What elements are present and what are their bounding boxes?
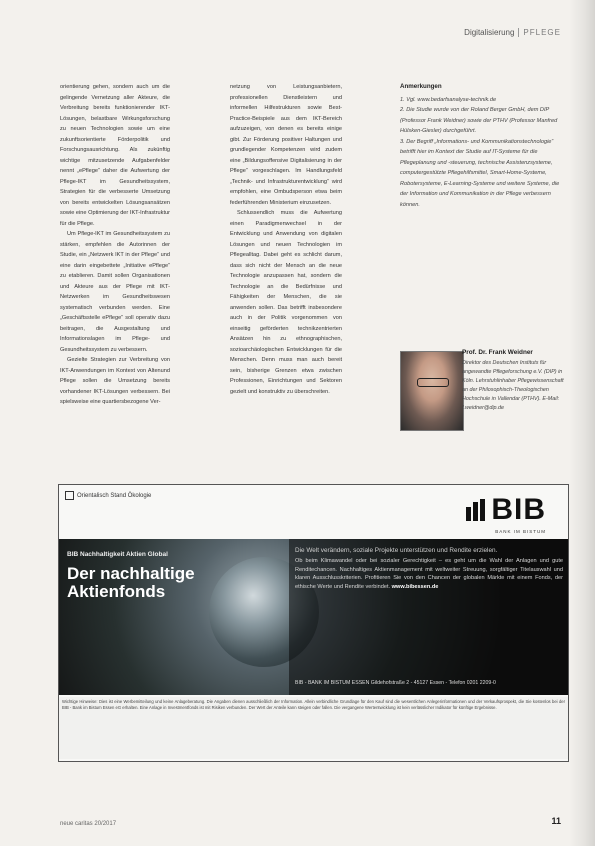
author-name: Prof. Dr. Frank Weidner xyxy=(462,349,533,356)
ad-fine-print: Wichtige Hinweise: Dies ist eine Werbemitteilung und keine Anlageberatung. Die Angaben dienen ausschließlich der Information. Allein verbindliche Grundlage für den Kauf sind die wesentlichen Anlegerinformationen und der Verkaufsprospekt, die Sie kostenlos bei der BIB - Bank im Bistum Essen eG erhalten. Eine Anlage in Investmentfonds ist mit Risiken verbunden. Der Wert der Anteile kann steigen oder fallen. Die vergangene Wertentwicklung ist kein verlässlicher Indikator für künftige Ergebnisse. xyxy=(59,697,568,759)
article-column-1 xyxy=(60,82,170,408)
page-fold-shadow xyxy=(569,0,595,846)
paragraph: Um Pflege-IKT im Gesundheitssystem zu stärken, empfehlen die Autorinnen der Studie, ein „Netzwerk IKT in der Pflege“ und eine darin eingebettete „Initiative ePflege“ zu etablieren. Damit sollen Organisationen und Akteure aus der Pflege mit IKT-Netzwerken im Gesundheitswesen systematisch verbunden werden. Eine „Geschäftsstelle ePflege“ soll operativ dazu beitragen, die Ausgestaltung und Informationslagen im Pflege- und Gesundheitssystem zu verbessern. xyxy=(60,231,170,353)
paragraph: Schlussendlich muss die Aufwertung einen Paradigmenwechsel in der Entwicklung und Anwendung von digitalen Lösungen und neuen Technologien im Pflegealltag. Dabei geht es schlicht darum, dass sich nicht der Mensch an die neue Technologie anzupassen hat, sondern die Technologie an die Bedürfnisse und Fähigkeiten der Menschen, die sie anwenden sollen. Das betrifft insbesondere auch in der Politik vorgenommen von einseitig geförderten technikzentrierten Ansätzen hin zu ethnographischen, sozioarchäologischen Entwicklungen für die Menschen. Denn muss man auch bereit sein, bisherige Grenzen etwa zwischen Professionen, Einrichtungen und Sektoren gezielt und konstruktiv zu überschreiten. xyxy=(230,210,342,395)
ad-copy-panel xyxy=(289,539,568,695)
ad-copy-heading: Die Welt verändern, soziale Projekte unterstützen und Rendite erzielen. xyxy=(295,547,498,554)
running-head xyxy=(464,28,561,37)
bib-mark-icon xyxy=(466,499,486,521)
bib-brand: BIB xyxy=(491,493,546,526)
article-column-2 xyxy=(230,82,342,397)
header-divider xyxy=(518,28,519,37)
paragraph: Gezielte Strategien zur Verbreitung von IKT-Anwendungen im Kontext von Altenund Pflege sollen die Umsetzung bereits vorhandener IKT-Lösungen verbessern. Bei spielsweise eine quartiersbezogene Ver- xyxy=(60,357,170,405)
page-header xyxy=(60,28,561,42)
author-photo xyxy=(400,351,464,431)
notes-section xyxy=(400,82,566,210)
ad-url-link[interactable]: www.bibessen.de xyxy=(391,583,439,590)
note-item: 1. Vgl. www.bedarfsanalyse-technik.de xyxy=(400,96,497,103)
glasses-shape xyxy=(417,378,449,387)
note-item: 2. Die Studie wurde von der Roland Berger GmbH, dem DIP (Professor Frank Weidner) sowie der PTHV (Professor Manfred Hülsken-Giesler) durchgeführt. xyxy=(400,107,558,134)
notes-title: Anmerkungen xyxy=(400,83,442,90)
section-label: Digitalisierung xyxy=(464,28,515,37)
bib-subtitle: BANK IM BISTUM xyxy=(495,529,546,534)
ad-kicker: BIB Nachhaltigkeit Aktien Global xyxy=(67,551,168,558)
author-bio: Direktor des Deutschen Instituts für angewandte Pflegeforschung e.V. (DIP) in Köln. Lehrstuhlinhaber Pflegewissenschaft an der Philosophisch-Theologischen Hochschule in Vallendar (PTHV). E-Mail: f.weidner@dip.de xyxy=(462,360,564,412)
ad-header xyxy=(59,485,568,539)
author-box xyxy=(400,349,566,459)
page-number: 11 xyxy=(551,816,561,826)
note-item: 3. Der Begriff „Informations- und Kommunikationstechnologie“ betrifft hier im Kontext der Studie auf IT-Systeme für die Pflegeplanung und -steuerung, technische Assistenzsysteme, computergestützte Pflegehilfsmittel, Smart-Home-Systeme, Robotersysteme, E-Learning-Systeme und weitere Systeme, die der Information und Kommunikation in der Pflege verbessern können. xyxy=(400,138,560,208)
ad-copy-text: Ob beim Klimawandel oder bei sozialer Gerechtigkeit – es geht um die Wahl der Anlagen und gute Renditechancen. Nachhaltiges Aktienmanagement mit weltweiter Streuung, sorgfältiger Titelauswahl und klaren Ausschlusskriterien. Profitieren Sie von den Chancen der globalen Märkte mit einem Fonds, der ethische Werte und Rendite verbindet. xyxy=(295,558,563,590)
category-label: PFLEGE xyxy=(523,28,561,37)
paragraph: netzung von Leistungsanbietern, professionellen Dienstleistern und informellen Hilfestrukturen sowie Best-Practice-Beispiele aus dem IKT-Bereich aufzuzeigen, von denen es bereits einige gibt. Zur Förderung positiver Haltungen und grundlegender Kompetenzen wird zudem eine „Bildungsoffensive Digitalisierung in der Pflege“ vorgeschlagen. Im Handlungsfeld „Technik- und Infrastrukturentwicklung“ wird empfohlen, eine Ombudsperson etwa beim federführenden Ministerium einzusetzen. xyxy=(230,84,342,206)
advertisement[interactable] xyxy=(58,484,569,762)
ad-headline-line1: Der nachhaltige xyxy=(67,564,195,583)
ad-badge xyxy=(65,491,151,500)
paragraph: orientierung gehen, sondern auch um die gelingende Vernetzung aller Akteure, die Verbreitung bereits funktionierender IKT-Lösungen, belastbare Wirkungsforschung zu neuen Technologien sowie um eine zukunftsorientierte Förderpolitik und Forschungsausrichtung. Als zukünftig wichtige mitzusetzende Aufgabenfelder nennt „ePflege“ daher die Aufwertung der Pflege-IKT im Gesundheitssystem, Strategien für die verbesserte Umsetzung von bereits entwickelten Lösungsansätzen sowie eine Optimierung der IKT-Infrastruktur für die Pflege. xyxy=(60,84,170,227)
ad-headline-line2: Aktienfonds xyxy=(67,582,166,601)
issue-label: neue caritas 20/2017 xyxy=(60,821,117,827)
ad-image xyxy=(59,539,568,695)
ad-copy xyxy=(295,557,563,591)
badge-square-icon xyxy=(65,491,74,500)
ad-badge-label: Orientalisch Stand Ökologie xyxy=(77,492,152,499)
ad-footer: BIB - BANK IM BISTUM ESSEN Gildehofstraße 2 - 45127 Essen - Telefon 0201 2209-0 xyxy=(295,680,496,686)
bib-logo xyxy=(466,495,546,525)
